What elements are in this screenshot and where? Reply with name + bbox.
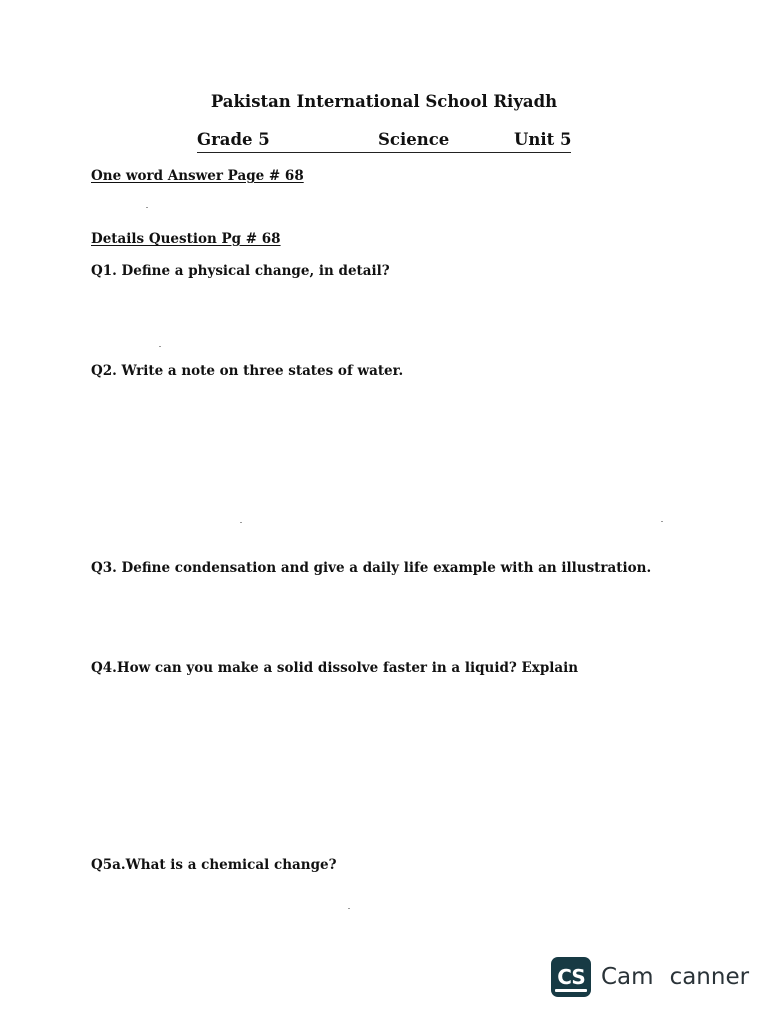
scan-speck	[661, 521, 663, 522]
subject-label: Science	[378, 130, 450, 149]
question-4: Q4.How can you make a solid dissolve faster in a liquid? Explain	[91, 660, 579, 676]
camscanner-wordmark	[601, 962, 749, 992]
grade-label: Grade 5	[197, 130, 270, 149]
question-3: Q3. Define condensation and give a daily life example with an illustration.	[91, 560, 652, 576]
question-1: Q1. Define a physical change, in detail?	[91, 263, 390, 279]
wordmark-gap	[654, 962, 670, 992]
scan-speck	[159, 346, 161, 347]
question-2: Q2. Write a note on three states of water.	[91, 363, 404, 379]
camscanner-watermark	[551, 956, 749, 998]
school-title: Pakistan International School Riyadh	[210, 92, 558, 111]
logo-text: CS	[557, 965, 585, 989]
wordmark-part-2: canner	[669, 964, 750, 990]
camscanner-logo-icon	[551, 957, 591, 997]
wordmark-part-1: Cam	[601, 964, 654, 990]
scan-speck	[146, 207, 148, 208]
scan-speck	[348, 908, 350, 909]
question-5a: Q5a.What is a chemical change?	[91, 857, 337, 873]
header-row	[197, 130, 571, 153]
details-question-heading: Details Question Pg # 68	[91, 231, 281, 247]
one-word-answer-heading: One word Answer Page # 68	[91, 168, 304, 184]
unit-label: Unit 5	[514, 130, 572, 149]
scan-speck	[240, 522, 242, 523]
